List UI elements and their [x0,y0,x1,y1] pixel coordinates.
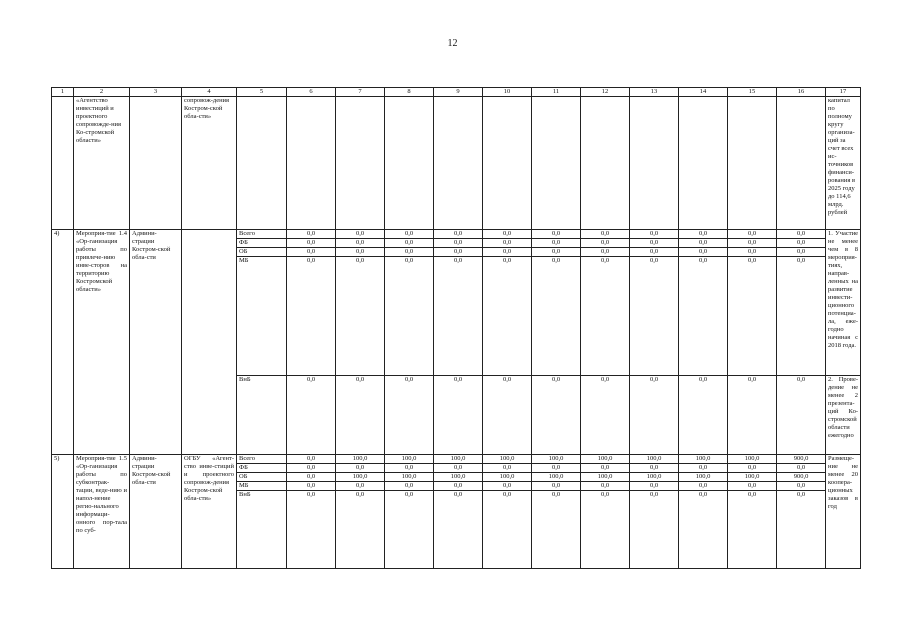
header-cell: 6 [287,88,336,97]
amount-cell: 100,0 [434,473,483,482]
participant [182,230,237,455]
amount-cell: 0,0 [532,376,581,455]
header-cell: 17 [826,88,861,97]
continuation-row [52,97,861,230]
funding-source: ВнБ [237,376,287,455]
header-cell: 4 [182,88,237,97]
amount-cell [630,97,679,230]
amount-cell: 0,0 [777,257,826,376]
amount-cell: 0,0 [483,239,532,248]
amount-cell: 100,0 [532,455,581,464]
amount-cell: 0,0 [679,376,728,455]
amount-cell [385,97,434,230]
amount-cell: 100,0 [336,473,385,482]
header-cell: 16 [777,88,826,97]
amount-cell: 0,0 [434,230,483,239]
amount-cell: 0,0 [581,491,630,569]
activity-name: Мероприя-тие 1.5 «Ор-ганизация работы по субконтрак-тации, веде-нию и напол-нение регио-нального информаци-онного пор-тала по суб- [74,455,130,569]
row-number: 4) [52,230,74,455]
funding-source: ФБ [237,239,287,248]
activity-4-row-total [52,230,861,239]
amount-cell: 0,0 [679,257,728,376]
amount-cell: 0,0 [336,257,385,376]
amount-cell: 0,0 [434,257,483,376]
amount-cell: 0,0 [483,482,532,491]
amount-cell: 0,0 [385,230,434,239]
amount-cell: 0,0 [630,257,679,376]
amount-cell: 0,0 [728,482,777,491]
amount-cell: 0,0 [532,464,581,473]
responsible-executor [130,97,182,230]
amount-cell: 0,0 [581,464,630,473]
amount-cell: 0,0 [385,464,434,473]
amount-cell: 0,0 [679,230,728,239]
header-cell: 14 [679,88,728,97]
amount-cell: 100,0 [385,455,434,464]
amount-cell: 0,0 [630,376,679,455]
amount-cell: 0,0 [581,248,630,257]
amount-cell: 0,0 [287,257,336,376]
amount-cell: 0,0 [630,248,679,257]
indicator: Размеще-ние не менее 20 коопера-ционных заказов в год [826,455,861,569]
amount-cell: 0,0 [532,491,581,569]
amount-cell: 0,0 [679,482,728,491]
amount-cell: 0,0 [728,248,777,257]
amount-cell [287,97,336,230]
header-cell: 2 [74,88,130,97]
amount-cell: 100,0 [630,473,679,482]
funding-source: Всего [237,455,287,464]
amount-cell: 0,0 [287,376,336,455]
amount-cell: 0,0 [385,248,434,257]
amount-cell: 100,0 [581,455,630,464]
amount-cell [777,97,826,230]
amount-cell: 0,0 [777,491,826,569]
responsible-executor: Админи-страции Костром-ской обла-сти [130,230,182,455]
amount-cell: 0,0 [630,491,679,569]
amount-cell: 0,0 [287,455,336,464]
funding-source: МБ [237,482,287,491]
amount-cell: 0,0 [434,482,483,491]
amount-cell: 0,0 [434,464,483,473]
header-cell: 10 [483,88,532,97]
amount-cell: 0,0 [630,464,679,473]
header-cell: 1 [52,88,74,97]
amount-cell: 0,0 [728,491,777,569]
amount-cell: 0,0 [434,239,483,248]
funding-source: МБ [237,257,287,376]
amount-cell: 0,0 [483,257,532,376]
amount-cell: 0,0 [336,482,385,491]
amount-cell: 0,0 [679,248,728,257]
amount-cell: 0,0 [728,239,777,248]
amount-cell: 0,0 [385,482,434,491]
amount-cell: 100,0 [336,455,385,464]
amount-cell: 0,0 [483,376,532,455]
amount-cell: 100,0 [630,455,679,464]
amount-cell: 0,0 [581,482,630,491]
amount-cell: 0,0 [336,239,385,248]
amount-cell: 0,0 [483,248,532,257]
amount-cell: 0,0 [434,376,483,455]
amount-cell: 0,0 [777,239,826,248]
amount-cell: 0,0 [336,230,385,239]
activity-name: «Агентство инвестиций и проектного сопровожде-ния Ко-стромской области» [74,97,130,230]
amount-cell: 0,0 [728,230,777,239]
amount-cell: 100,0 [581,473,630,482]
amount-cell: 0,0 [728,257,777,376]
amount-cell: 0,0 [385,491,434,569]
funding-source: ВнБ [237,491,287,569]
funding-source: ФБ [237,464,287,473]
amount-cell: 0,0 [532,257,581,376]
amount-cell: 0,0 [777,376,826,455]
amount-cell: 0,0 [483,464,532,473]
amount-cell: 100,0 [434,455,483,464]
amount-cell: 0,0 [532,239,581,248]
amount-cell: 0,0 [532,482,581,491]
amount-cell: 0,0 [385,376,434,455]
indicator: капитал по полному кругу организа-ций за счет всех ис-точников финанси-рования в 2025 году до 114,6 млрд. рублей [826,97,861,230]
amount-cell: 0,0 [679,491,728,569]
amount-cell: 0,0 [777,482,826,491]
header-cell: 11 [532,88,581,97]
amount-cell: 0,0 [581,239,630,248]
amount-cell [434,97,483,230]
participant: сопровож-дения Костром-ской обла-сти» [182,97,237,230]
amount-cell [728,97,777,230]
header-cell: 5 [237,88,287,97]
funding-source: ОБ [237,248,287,257]
amount-cell: 0,0 [287,230,336,239]
amount-cell: 0,0 [728,376,777,455]
header-cell: 13 [630,88,679,97]
amount-cell [483,97,532,230]
amount-cell: 0,0 [287,482,336,491]
participant: ОГБУ «Агент-ство инве-стиций и проектного сопровож-дения Костром-ской обла-сти» [182,455,237,569]
program-table [51,87,861,569]
amount-cell: 0,0 [630,239,679,248]
activity-5-row-total [52,455,861,464]
amount-cell: 100,0 [532,473,581,482]
amount-cell: 0,0 [287,248,336,257]
header-row [52,88,861,97]
amount-cell: 0,0 [287,491,336,569]
row-number [52,97,74,230]
row-number: 5) [52,455,74,569]
page-number: 12 [447,38,458,49]
amount-cell: 100,0 [728,473,777,482]
amount-cell: 0,0 [483,491,532,569]
amount-cell: 0,0 [336,464,385,473]
amount-cell: 0,0 [581,376,630,455]
amount-cell [532,97,581,230]
amount-cell: 0,0 [777,230,826,239]
amount-cell: 0,0 [385,257,434,376]
amount-cell: 0,0 [532,230,581,239]
amount-cell [679,97,728,230]
funding-source: ОБ [237,473,287,482]
amount-cell: 0,0 [287,464,336,473]
amount-cell: 900,0 [777,473,826,482]
amount-cell: 0,0 [630,230,679,239]
amount-cell: 0,0 [581,230,630,239]
funding-source [237,97,287,230]
amount-cell: 0,0 [679,239,728,248]
amount-cell: 0,0 [728,464,777,473]
header-cell: 9 [434,88,483,97]
header-cell: 15 [728,88,777,97]
amount-cell: 0,0 [434,491,483,569]
amount-cell: 0,0 [434,248,483,257]
amount-cell: 0,0 [336,248,385,257]
amount-cell [336,97,385,230]
amount-cell: 100,0 [679,473,728,482]
amount-cell: 0,0 [336,376,385,455]
amount-cell: 0,0 [287,239,336,248]
amount-cell: 100,0 [385,473,434,482]
indicator: 2. Прове-дение не менее 2 презента-ций Ко-стромской области ежегодно [826,376,861,455]
amount-cell: 100,0 [679,455,728,464]
amount-cell: 0,0 [630,482,679,491]
header-cell: 8 [385,88,434,97]
amount-cell: 100,0 [483,473,532,482]
amount-cell: 0,0 [532,248,581,257]
amount-cell [581,97,630,230]
amount-cell: 0,0 [385,239,434,248]
amount-cell: 0,0 [777,464,826,473]
amount-cell: 0,0 [483,230,532,239]
header-cell: 12 [581,88,630,97]
activity-name: Мероприя-тие 1.4 «Ор-ганизация работы по привлече-нию инве-сторов на территорию Костромской области» [74,230,130,455]
funding-source: Всего [237,230,287,239]
amount-cell: 0,0 [581,257,630,376]
indicator: 1. Участие не менее чем в 8 мероприя-тиях, направ-ленных на развитие инвести-ционного потенциа-ла, еже-годно начиная с 2018 года. [826,230,861,376]
amount-cell: 0,0 [679,464,728,473]
amount-cell: 100,0 [728,455,777,464]
amount-cell: 100,0 [483,455,532,464]
header-cell: 3 [130,88,182,97]
amount-cell: 0,0 [777,248,826,257]
amount-cell: 900,0 [777,455,826,464]
amount-cell: 0,0 [336,491,385,569]
header-cell: 7 [336,88,385,97]
amount-cell: 0,0 [287,473,336,482]
responsible-executor: Админи-страции Костром-ской обла-сти [130,455,182,569]
